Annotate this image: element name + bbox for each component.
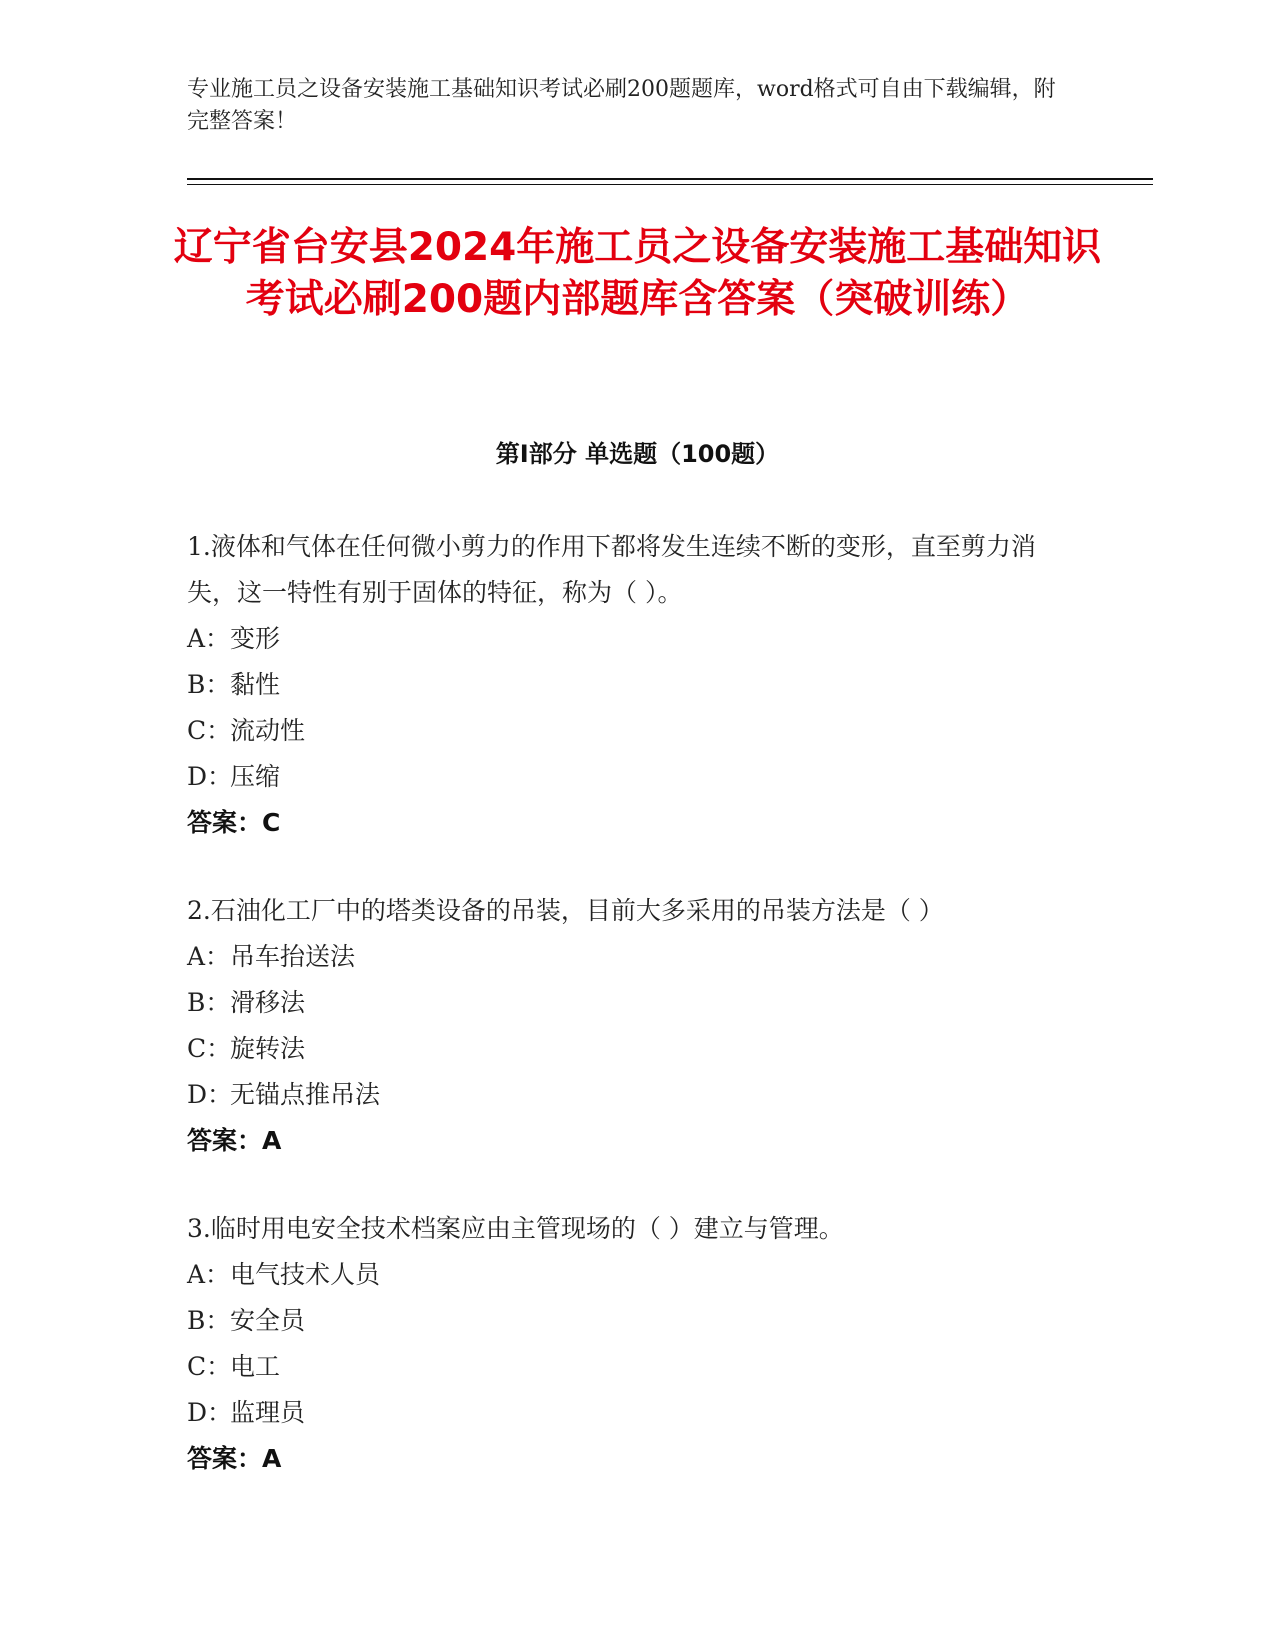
option-letter: A： xyxy=(187,624,231,653)
option-text: 电气技术人员 xyxy=(230,1260,381,1289)
option-d xyxy=(187,754,1067,800)
option-a xyxy=(187,934,1067,980)
document-title: 辽宁省台安县2024年施工员之设备安装施工基础知识考试必刷200题内部题库含答案（突破训练） xyxy=(173,225,1102,322)
option-letter: A： xyxy=(187,942,231,971)
option-text: 流动性 xyxy=(230,716,306,745)
option-text: 电工 xyxy=(230,1352,281,1381)
option-letter: B： xyxy=(187,1306,231,1335)
option-text: 压缩 xyxy=(230,762,281,791)
option-b xyxy=(187,980,1067,1026)
answer-line: 答案：A xyxy=(187,1444,282,1473)
option-letter: B： xyxy=(187,670,231,699)
option-letter: C： xyxy=(187,1034,232,1063)
option-letter: C： xyxy=(187,716,232,745)
option-text: 旋转法 xyxy=(230,1034,306,1063)
question-block xyxy=(187,888,1067,1164)
option-text: 变形 xyxy=(230,624,281,653)
option-letter: D： xyxy=(187,1398,233,1427)
option-text: 监理员 xyxy=(230,1398,306,1427)
option-b xyxy=(187,1298,1067,1344)
answer-line: 答案：C xyxy=(187,808,281,837)
option-c xyxy=(187,1344,1067,1390)
question-text: 3.临时用电安全技术档案应由主管现场的（ ）建立与管理。 xyxy=(187,1214,844,1243)
option-text: 安全员 xyxy=(230,1306,306,1335)
question-block xyxy=(187,1206,1067,1482)
question-block xyxy=(187,524,1067,846)
option-c xyxy=(187,1026,1067,1072)
option-text: 黏性 xyxy=(230,670,281,699)
option-text: 吊车抬送法 xyxy=(230,942,356,971)
option-letter: D： xyxy=(187,1080,233,1109)
option-b xyxy=(187,662,1067,708)
section-heading: 第I部分 单选题（100题） xyxy=(495,440,780,468)
option-letter: C： xyxy=(187,1352,232,1381)
header-note: 专业施工员之设备安装施工基础知识考试必刷200题题库，word格式可自由下载编辑，附完整答案！ xyxy=(187,77,1056,134)
option-d xyxy=(187,1390,1067,1436)
header-rule-thick xyxy=(187,178,1153,180)
answer-line: 答案：A xyxy=(187,1126,282,1155)
question-text: 2.石油化工厂中的塔类设备的吊装，目前大多采用的吊装方法是（ ） xyxy=(187,896,944,925)
option-a xyxy=(187,616,1067,662)
option-letter: D： xyxy=(187,762,233,791)
option-c xyxy=(187,708,1067,754)
option-letter: B： xyxy=(187,988,231,1017)
question-text: 1.液体和气体在任何微小剪力的作用下都将发生连续不断的变形，直至剪力消失，这一特性有别于固体的特征，称为（ ）。 xyxy=(187,532,1036,607)
option-a xyxy=(187,1252,1067,1298)
option-text: 无锚点推吊法 xyxy=(230,1080,381,1109)
option-text: 滑移法 xyxy=(230,988,306,1017)
option-d xyxy=(187,1072,1067,1118)
option-letter: A： xyxy=(187,1260,231,1289)
header-rule-thin xyxy=(187,184,1153,185)
